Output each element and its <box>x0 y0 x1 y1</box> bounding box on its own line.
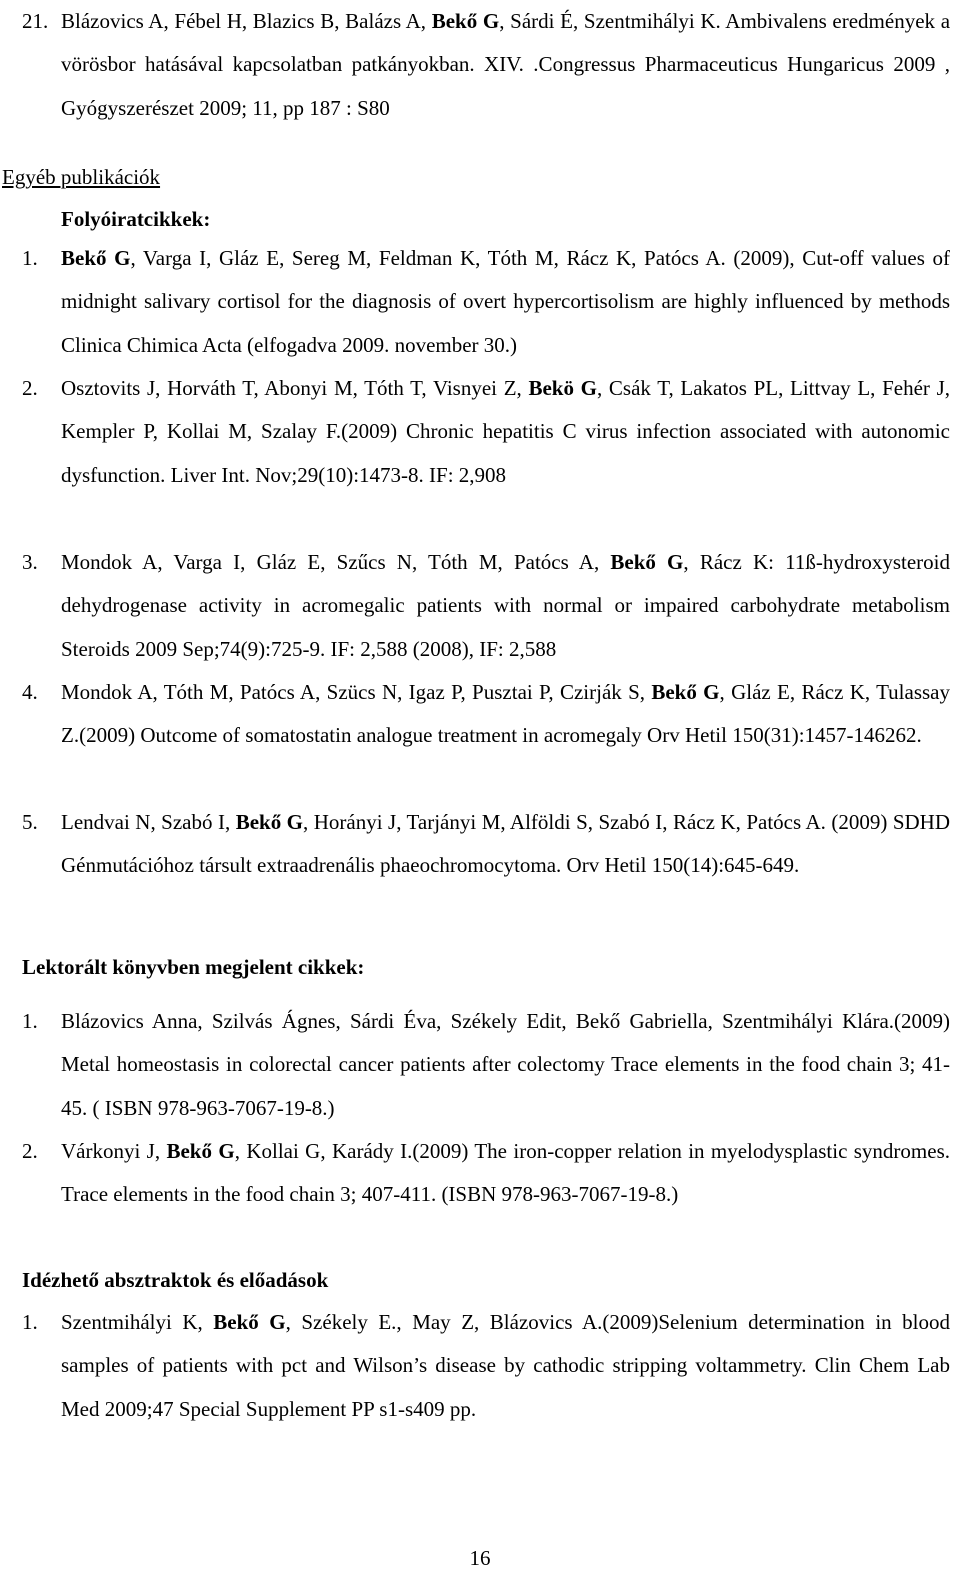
entry-text: Szentmihályi K, Bekő G, Székely E., May Z, Blázovics A.(2009)Selenium determination in blood samples of patients with pct and Wilson’s disease by cathodic stripping voltammetry. Clin Chem Lab Med 2009;47 Special Supplement PP s1-s409 pp. <box>61 1310 950 1421</box>
book-chapters-heading: Lektorált könyvben megjelent cikkek: <box>22 955 365 979</box>
entry-number: 2. <box>22 376 38 400</box>
entry-text: Mondok A, Tóth M, Patócs A, Szücs N, Igaz P, Pusztai P, Czirják S, Bekő G, Gláz E, Rácz K, Tulassay Z.(2009) Outcome of somatostatin analogue treatment in acromegaly Orv Hetil 150(31):1457-146262. <box>61 680 950 748</box>
entry-number: 2. <box>22 1139 38 1163</box>
entry-text: Blázovics A, Fébel H, Blazics B, Balázs A, Bekő G, Sárdi É, Szentmihályi K. Ambivalens eredmények a vörösbor hatásával kapcsolatban patkányokban. XIV. .Congressus Pharmaceuticus Hungaricus 2009 , Gyógyszerészet 2009; 11, pp 187 : S80 <box>61 9 951 120</box>
highlighted-author: Bekő G <box>213 1310 286 1334</box>
entry-number: 1. <box>22 1009 38 1033</box>
entry-text: Bekő G, Varga I, Gláz E, Sereg M, Feldman K, Tóth M, Rácz K, Patócs A. (2009), Cut-off values of midnight salivary cortisol for the diagnosis of overt hypercortisolism are highly influenced by methods Clinica Chimica Acta (elfogadva 2009. november 30.) <box>61 246 950 357</box>
highlighted-author: Bekő G <box>610 550 684 574</box>
entry-number: 5. <box>22 810 38 834</box>
entry-number: 4. <box>22 680 38 704</box>
entry-number: 1. <box>22 1310 38 1334</box>
highlighted-author: Bekő G <box>61 246 131 270</box>
entry-text: Várkonyi J, Bekő G, Kollai G, Karády I.(2009) The iron-copper relation in myelodysplastic syndromes. Trace elements in the food chain 3; 407-411. (ISBN 978-963-7067-19-8.) <box>61 1139 950 1207</box>
section-title-other-publications: Egyéb publikációk <box>2 165 161 189</box>
entry-text: Lendvai N, Szabó I, Bekő G, Horányi J, Tarjányi M, Alföldi S, Szabó I, Rácz K, Patócs A. (2009) SDHD Génmutációhoz társult extraadrenális phaeochromocytoma. Orv Hetil 150(14):645-649. <box>61 810 950 878</box>
entry-text: Osztovits J, Horváth T, Abonyi M, Tóth T, Visnyei Z, Bekö G, Csák T, Lakatos PL, Littvay L, Fehér J, Kempler P, Kollai M, Szalay F.(2009) Chronic hepatitis C virus infection associated with autonomic dysfunction. Liver Int. Nov;29(10):1473-8. IF: 2,908 <box>61 376 951 487</box>
entry-text: Mondok A, Varga I, Gláz E, Szűcs N, Tóth M, Patócs A, Bekő G, Rácz K: 11ß-hydroxysteroid dehydrogenase activity in acromegalic patients with normal or impaired carbohydrate metabolism Steroids 2009 Sep;74(9):725-9. IF: 2,588 (2008), IF: 2,588 <box>61 550 950 661</box>
highlighted-author: Bekő G <box>651 680 720 704</box>
entry-number: 21. <box>22 9 49 33</box>
entry-number: 1. <box>22 246 38 270</box>
highlighted-author: Bekő G <box>431 9 500 33</box>
abstracts-heading: Idézhető absztraktok és előadások <box>22 1268 329 1292</box>
highlighted-author: Bekő G <box>235 810 304 834</box>
page-number: 16 <box>469 1546 491 1570</box>
journal-articles-heading: Folyóiratcikkek: <box>61 207 211 231</box>
entry-text: Blázovics Anna, Szilvás Ágnes, Sárdi Éva, Székely Edit, Bekő Gabriella, Szentmihályi Klára.(2009) Metal homeostasis in colorectal cancer patients after colectomy Trace elements in the food chain 3; 41-45. ( ISBN 978-963-7067-19-8.) <box>61 1009 950 1120</box>
entry-number: 3. <box>22 550 38 574</box>
highlighted-author: Bekő G <box>166 1139 235 1163</box>
highlighted-author: Bekö G <box>528 376 597 400</box>
